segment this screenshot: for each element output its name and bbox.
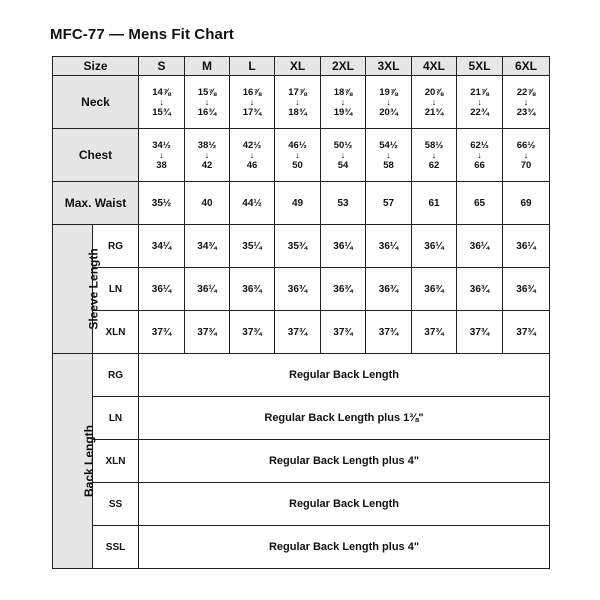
down-arrow-icon: ↓: [431, 96, 437, 107]
down-arrow-icon: ↓: [386, 96, 391, 107]
back-sub-label: SS: [93, 483, 139, 526]
waist-cell: 49: [275, 182, 321, 225]
waist-cell: 44½: [230, 182, 275, 225]
size-header-3xl: 3XL: [366, 57, 412, 76]
fit-chart-table: [52, 56, 550, 569]
down-arrow-icon: ↓: [477, 96, 482, 107]
sleeve-row-xln: [53, 311, 550, 354]
down-arrow-icon: ↓: [159, 96, 164, 107]
chest-cell: 50½ ↓ 54: [321, 129, 366, 182]
neck-cell: 20⅞ ↓ 21¾: [412, 76, 457, 129]
neck-cell: 17⅞ ↓ 18¾: [275, 76, 321, 129]
back-length-text: Regular Back Length plus 4": [139, 440, 550, 483]
chest-cell: 34½ ↓ 38: [139, 129, 185, 182]
sleeve-cell: 37¾: [230, 311, 275, 354]
size-header-6xl: 6XL: [503, 57, 550, 76]
waist-cell: 53: [321, 182, 366, 225]
down-arrow-icon: ↓: [249, 96, 255, 107]
size-header-2xl: 2XL: [321, 57, 366, 76]
back-sub-label: SSL: [93, 526, 139, 569]
waist-cell: 65: [457, 182, 503, 225]
sleeve-cell: 36¾: [412, 268, 457, 311]
neck-row: [53, 76, 550, 129]
sleeve-cell: 36¼: [503, 225, 550, 268]
back-row-ssl: [53, 526, 550, 569]
chest-cell: 54½ ↓ 58: [366, 129, 412, 182]
back-length-text: Regular Back Length plus 1⅜": [139, 397, 550, 440]
sleeve-cell: 36¼: [412, 225, 457, 268]
sleeve-cell: 37¾: [185, 311, 230, 354]
neck-cell: 15⅞ ↓ 16¾: [185, 76, 230, 129]
size-header-label: Size: [53, 57, 139, 76]
sleeve-cell: 37¾: [275, 311, 321, 354]
sleeve-cell: 36¾: [321, 268, 366, 311]
sleeve-cell: 36¾: [457, 268, 503, 311]
sleeve-row-rg: [53, 225, 550, 268]
sleeve-cell: 36¼: [457, 225, 503, 268]
sleeve-cell: 36¾: [366, 268, 412, 311]
sleeve-cell: 35¼: [230, 225, 275, 268]
chest-row: [53, 129, 550, 182]
page-title: MFC-77 — Mens Fit Chart: [50, 26, 234, 43]
down-arrow-icon: ↓: [386, 149, 391, 160]
neck-label: Neck: [53, 76, 139, 129]
sleeve-cell: 34¼: [139, 225, 185, 268]
size-header-m: M: [185, 57, 230, 76]
back-length-label: Back Length: [53, 354, 93, 569]
neck-cell: 18⅞ ↓ 19¾: [321, 76, 366, 129]
down-arrow-icon: ↓: [431, 149, 437, 160]
down-arrow-icon: ↓: [340, 149, 346, 160]
sleeve-cell: 36¼: [366, 225, 412, 268]
size-header-row: [53, 57, 550, 76]
sleeve-length-label: Sleeve Length: [53, 225, 93, 354]
size-header-5xl: 5XL: [457, 57, 503, 76]
down-arrow-icon: ↓: [204, 149, 210, 160]
chest-cell: 42½ ↓ 46: [230, 129, 275, 182]
sleeve-cell: 37¾: [321, 311, 366, 354]
back-length-text: Regular Back Length plus 4": [139, 526, 550, 569]
down-arrow-icon: ↓: [523, 149, 529, 160]
size-header-4xl: 4XL: [412, 57, 457, 76]
chest-label: Chest: [53, 129, 139, 182]
sleeve-cell: 36¾: [230, 268, 275, 311]
sleeve-sub-label: RG: [93, 225, 139, 268]
sleeve-cell: 36¼: [185, 268, 230, 311]
back-row-rg: [53, 354, 550, 397]
sleeve-cell: 37¾: [412, 311, 457, 354]
waist-cell: 61: [412, 182, 457, 225]
sleeve-sub-label: LN: [93, 268, 139, 311]
sleeve-cell: 36¼: [321, 225, 366, 268]
sleeve-row-ln: [53, 268, 550, 311]
size-header-xl: XL: [275, 57, 321, 76]
down-arrow-icon: ↓: [204, 96, 210, 107]
chest-cell: 38½ ↓ 42: [185, 129, 230, 182]
sleeve-cell: 36¾: [275, 268, 321, 311]
sleeve-cell: 37¾: [139, 311, 185, 354]
down-arrow-icon: ↓: [159, 149, 164, 160]
waist-cell: 57: [366, 182, 412, 225]
sleeve-cell: 37¾: [366, 311, 412, 354]
sleeve-cell: 37¾: [457, 311, 503, 354]
waist-row: [53, 182, 550, 225]
back-sub-label: RG: [93, 354, 139, 397]
chest-cell: 46½ ↓ 50: [275, 129, 321, 182]
neck-cell: 14⅞ ↓ 15¾: [139, 76, 185, 129]
neck-cell: 22⅞ ↓ 23¾: [503, 76, 550, 129]
waist-label: Max. Waist: [53, 182, 139, 225]
back-row-xln: [53, 440, 550, 483]
down-arrow-icon: ↓: [295, 96, 300, 107]
waist-cell: 35½: [139, 182, 185, 225]
back-sub-label: XLN: [93, 440, 139, 483]
down-arrow-icon: ↓: [477, 149, 482, 160]
sleeve-cell: 35¾: [275, 225, 321, 268]
down-arrow-icon: ↓: [340, 96, 346, 107]
chest-cell: 66½ ↓ 70: [503, 129, 550, 182]
down-arrow-icon: ↓: [523, 96, 529, 107]
chest-cell: 62½ ↓ 66: [457, 129, 503, 182]
back-row-ss: [53, 483, 550, 526]
down-arrow-icon: ↓: [295, 149, 300, 160]
sleeve-cell: 37¾: [503, 311, 550, 354]
back-length-text: Regular Back Length: [139, 354, 550, 397]
sleeve-cell: 36¼: [139, 268, 185, 311]
chest-cell: 58½ ↓ 62: [412, 129, 457, 182]
neck-cell: 21⅞ ↓ 22¾: [457, 76, 503, 129]
neck-cell: 19⅞ ↓ 20¾: [366, 76, 412, 129]
back-row-ln: [53, 397, 550, 440]
waist-cell: 69: [503, 182, 550, 225]
neck-cell: 16⅞ ↓ 17¾: [230, 76, 275, 129]
sleeve-cell: 34¾: [185, 225, 230, 268]
sleeve-cell: 36¾: [503, 268, 550, 311]
sleeve-sub-label: XLN: [93, 311, 139, 354]
size-header-l: L: [230, 57, 275, 76]
size-header-s: S: [139, 57, 185, 76]
down-arrow-icon: ↓: [249, 149, 255, 160]
back-length-text: Regular Back Length: [139, 483, 550, 526]
waist-cell: 40: [185, 182, 230, 225]
back-sub-label: LN: [93, 397, 139, 440]
